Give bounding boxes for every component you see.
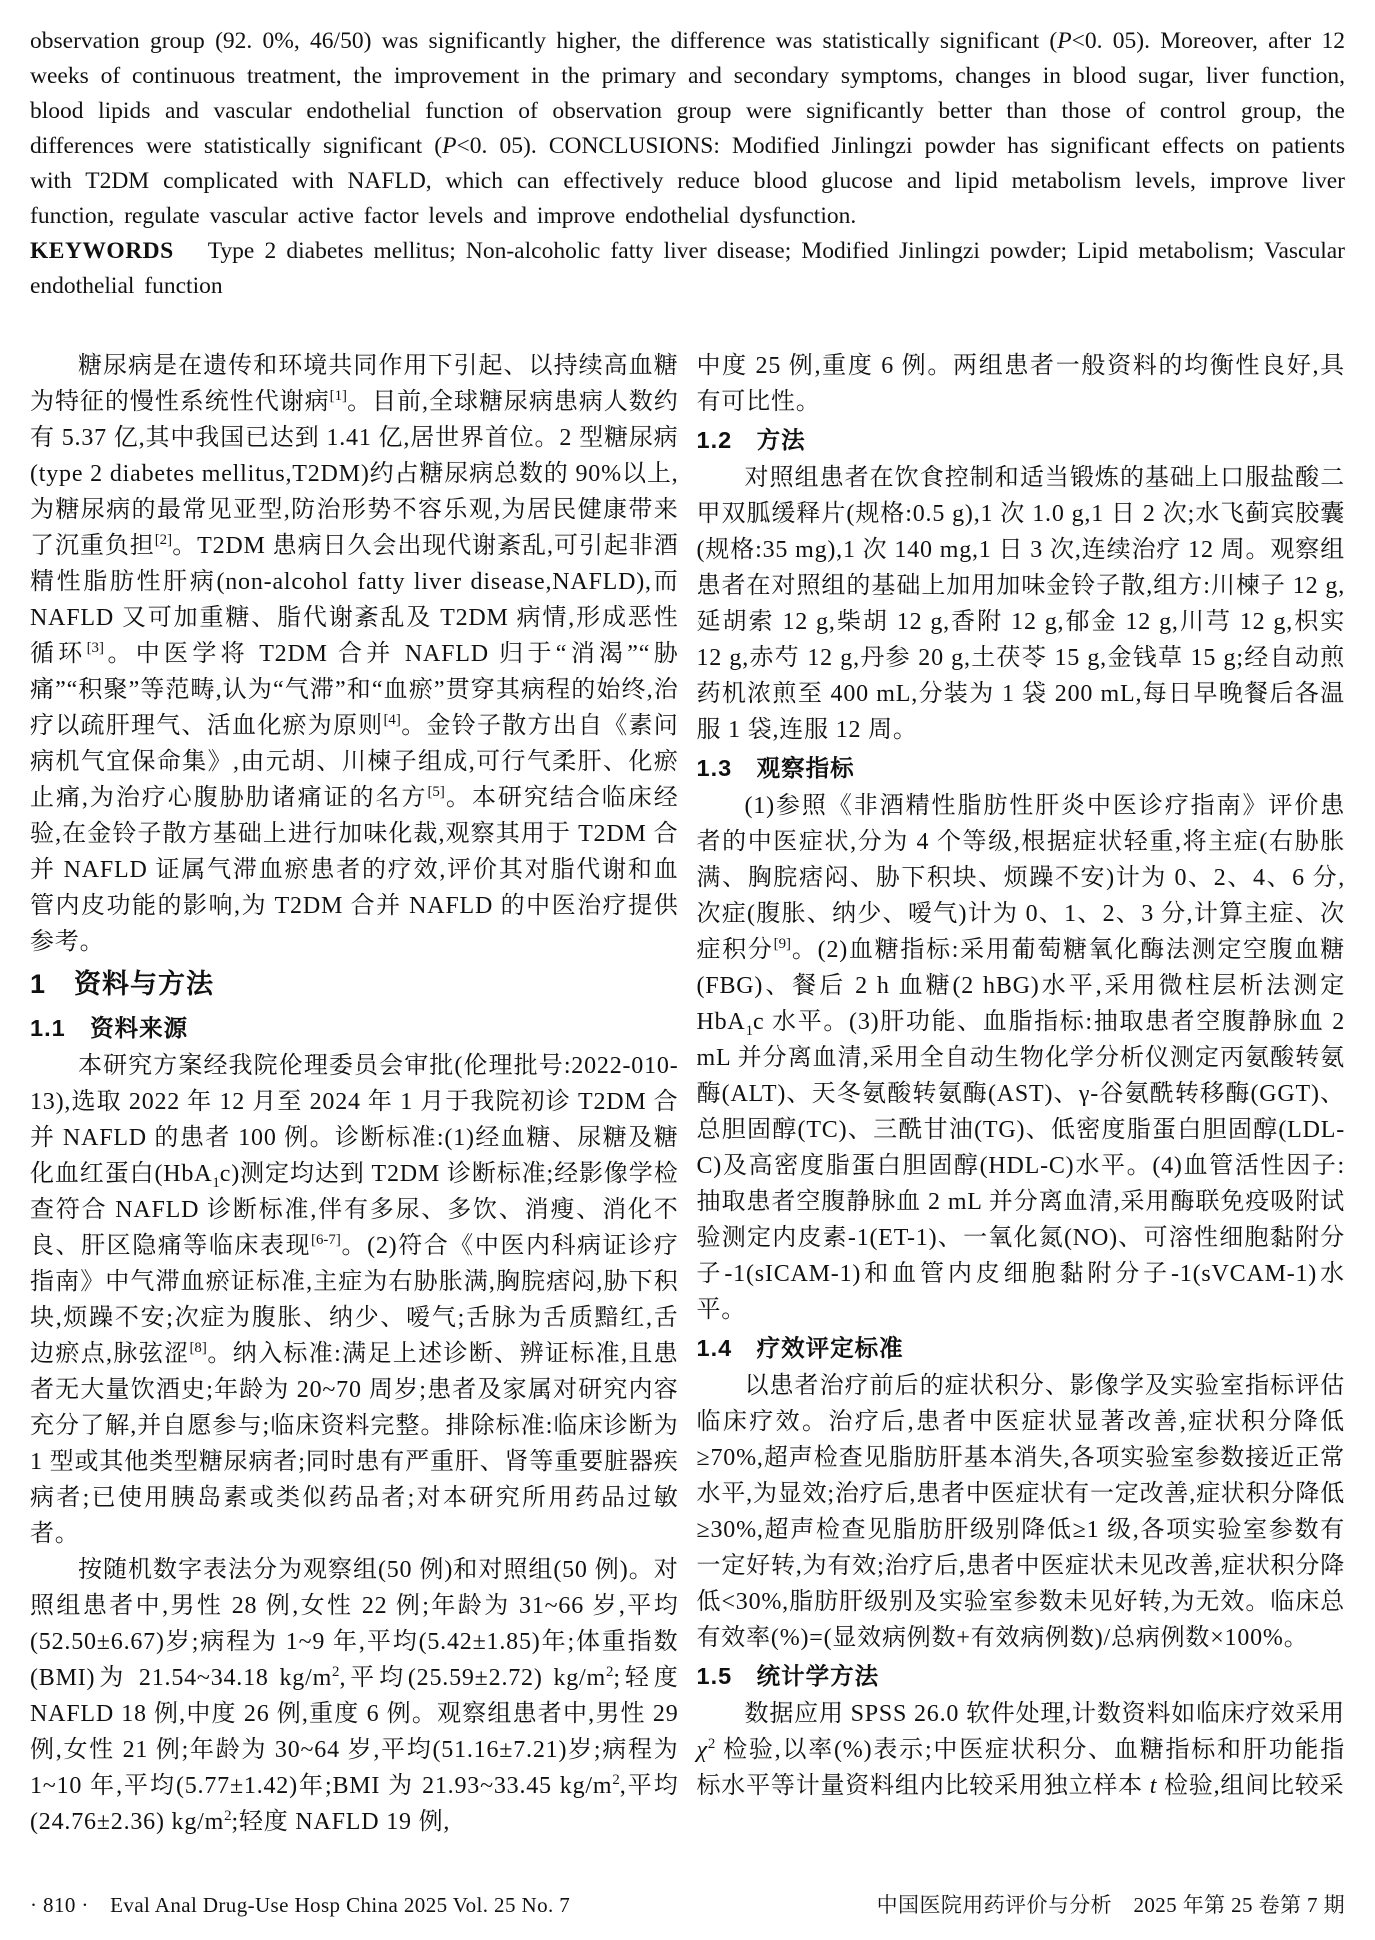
keywords-text: Type 2 diabetes mellitus; Non-alcoholic fatty liver disease; Modified Jinlingzi powder; Lipid metabolism; Vascular endothelial function — [30, 238, 1345, 299]
english-abstract-section — [30, 24, 1345, 304]
keywords-paragraph — [30, 234, 1345, 304]
section-1-1-heading: 1.1 资料来源 — [30, 1015, 189, 1041]
footer-journal-info-cn: 中国医院用药评价与分析 2025 年第 25 卷第 7 期 — [876, 1893, 1345, 1917]
section-1-4-heading: 1.4 疗效评定标准 — [696, 1335, 904, 1361]
keywords-label: KEYWORDS — [30, 238, 174, 264]
footer-journal-info-en: · 810 · Eval Anal Drug-Use Hosp China 2025 Vol. 25 No. 7 — [30, 1893, 571, 1917]
left-column — [30, 348, 679, 1840]
section-1-heading: 1 资料与方法 — [30, 969, 215, 999]
method-paragraph: 对照组患者在饮食控制和适当锻炼的基础上口服盐酸二甲双胍缓释片(规格:0.5 g),1 次 1.0 g,1 日 2 次;水飞蓟宾胶囊(规格:35 mg),1 次 140 mg,1 日 3 次,连续治疗 12 周。观察组患者在对照组的基础上加用加味金铃子散,组方:川楝子 12 g,延胡索 12 g,柴胡 12 g,香附 12 g,郁金 12 g,川芎 12 g,枳实 12 g,赤芍 12 g,丹参 20 g,土茯苓 15 g,金钱草 15 g;经自动煎药机浓煎至 400 mL,分装为 1 袋 200 mL,每日早晚餐后各温服 1 袋,连服 12 周。 — [696, 465, 1345, 743]
data-source-paragraph: 本研究方案经我院伦理委员会审批(伦理批号:2022-010-13),选取 2022 年 12 月至 2024 年 1 月于我院初诊 T2DM 合并 NAFLD 的患者 100 例。诊断标准:(1)经血糖、尿糖及糖化血红蛋白(HbA$_1$c)测定均达到 T2DM 诊断标准;经影像学检查符合 NAFLD 诊断标准,伴有多尿、多饮、消瘦、消化不良、肝区隐痛等临床表现[6-7]。(2)符合《中医内科病证诊疗指南》中气滞血瘀证标准,主症为右胁胀满,胸脘痞闷,胁下积块,烦躁不安;次症为腹胀、纳少、嗳气;舌脉为舌质黯红,舌边瘀点,脉弦涩[8]。纳入标准:满足上述诊断、辨证标准,且患者无大量饮酒史;年龄为 20~70 周岁;患者及家属对研究内容充分了解,并自愿参与;临床资料完整。排除标准:临床诊断为 1 型或其他类型糖尿病者;同时患有严重肝、肾等重要脏器疾病者;已使用胰岛素或类似药品者;对本研究所用药品过敏者。 — [30, 1053, 679, 1547]
right-column — [697, 348, 1346, 1840]
intro-paragraph: 糖尿病是在遗传和环境共同作用下引起、以持续高血糖为特征的慢性系统性代谢病[1]。目前,全球糖尿病患病人数约有 5.37 亿,其中我国已达到 1.41 亿,居世界首位。2 型糖尿病(type 2 diabetes mellitus,T2DM)约占糖尿病总数的 90%以上,为糖尿病的最常见亚型,防治形势不容乐观,为居民健康带来了沉重负担[2]。T2DM 患病日久会出现代谢紊乱,可引起非酒精性脂肪性肝病(non-alcohol fatty liver disease,NAFLD),而 NAFLD 又可加重糖、脂代谢紊乱及 T2DM 病情,形成恶性循环[3]。中医学将 T2DM 合并 NAFLD 归于“消渴”“胁痛”“积聚”等范畴,认为“气滞”和“血瘀”贯穿其病程的始终,治疗以疏肝理气、活血化瘀为原则[4]。金铃子散方出自《素问病机气宜保命集》,由元胡、川楝子组成,可行气柔肝、化瘀止痛,为治疗心腹胁肋诸痛证的名方[5]。本研究结合临床经验,在金铃子散方基础上进行加味化裁,观察其用于 T2DM 合并 NAFLD 证属气滞血瘀患者的疗效,评价其对脂代谢和血管内皮功能的影响,为 T2DM 合并 NAFLD 的中医治疗提供参考。 — [30, 353, 679, 955]
observation-indicators-paragraph: (1)参照《非酒精性脂肪性肝炎中医诊疗指南》评价患者的中医症状,分为 4 个等级,根据症状轻重,将主症(右胁胀满、胸脘痞闷、胁下积块、烦躁不安)计为 0、2、4、6 分,次症(腹胀、纳少、嗳气)计为 0、1、2、3 分,计算主症、次症积分[9]。(2)血糖指标:采用葡萄糖氧化酶法测定空腹血糖(FBG)、餐后 2 h 血糖(2 hBG)水平,采用微柱层析法测定 HbA$_1$c 水平。(3)肝功能、血脂指标:抽取患者空腹静脉血 2 mL 并分离血清,采用全自动生物化学分析仪测定丙氨酸转氨酶(ALT)、天冬氨酸转氨酶(AST)、γ-谷氨酰转移酶(GGT)、总胆固醇(TC)、三酰甘油(TG)、低密度脂蛋白胆固醇(LDL-C)及高密度脂蛋白胆固醇(HDL-C)水平。(4)血管活性因子:抽取患者空腹静脉血 2 mL 并分离血清,采用酶联免疫吸附试验测定内皮素-1(ET-1)、一氧化氮(NO)、可溶性细胞黏附分子-1(sICAM-1)和血管内皮细胞黏附分子-1(sVCAM-1)水平。 — [696, 793, 1345, 1323]
statistics-paragraph: 数据应用 SPSS 26.0 软件处理,计数资料如临床疗效采用$\chi^2$ 检验,以率(%)表示;中医症状积分、血糖指标和肝功能指标水平等计量资料组内比较采用独立样本 t 检验,组间比较采 — [696, 1701, 1345, 1799]
section-1-3-heading: 1.3 观察指标 — [696, 755, 855, 781]
grouping-paragraph: 按随机数字表法分为观察组(50 例)和对照组(50 例)。对照组患者中,男性 28 例,女性 22 例;年龄为 31~66 岁,平均(52.50±6.67)岁;病程为 1~9 年,平均(5.42±1.85)年;体重指数(BMI)为 21.54~34.18 $kg/m^2$,平均(25.59±2.72) $kg/m^2$;轻度 NAFLD 18 例,中度 26 例,重度 6 例。观察组患者中,男性 29 例,女性 21 例;年龄为 30~64 岁,平均(51.16±7.21)岁;病程为 1~10 年,平均(5.77±1.42)年;BMI 为 21.93~33.45 $kg/m^2$,平均(24.76±2.36) $kg/m^2$;轻度 NAFLD 19 例, — [30, 1557, 679, 1835]
section-1-2-heading: 1.2 方法 — [696, 427, 806, 453]
abstract-continuation-text: observation group (92. 0%, 46/50) was significantly higher, the difference was statistically significant (P<0. 05). Moreover, after 12 weeks of continuous treatment, the improvement in the primary and secondary symptoms, changes in blood sugar, liver function, blood lipids and vascular endothelial function of observation group were significantly better than those of control group, the differences were statistically significant (P<0. 05). CONCLUSIONS: Modified Jinlingzi powder has significant effects on patients with T2DM complicated with NAFLD, which can effectively reduce blood glucose and lipid metabolism levels, improve liver function, regulate vascular active factor levels and improve endothelial dysfunction. — [30, 28, 1345, 229]
grouping-continued-paragraph: 中度 25 例,重度 6 例。两组患者一般资料的均衡性良好,具有可比性。 — [696, 353, 1345, 415]
two-column-body — [30, 348, 1345, 1840]
page-footer — [30, 1892, 1345, 1918]
efficacy-criteria-paragraph: 以患者治疗前后的症状积分、影像学及实验室指标评估临床疗效。治疗后,患者中医症状显著改善,症状积分降低≥70%,超声检查见脂肪肝基本消失,各项实验室参数接近正常水平,为显效;治疗后,患者中医症状有一定改善,症状积分降低≥30%,超声检查见脂肪肝级别降低≥1 级,各项实验室参数有一定好转,为有效;治疗后,患者中医症状未见改善,症状积分降低<30%,脂肪肝级别及实验室参数未见好转,为无效。临床总有效率(%)=(显效病例数+有效病例数)/总病例数×100%。 — [696, 1373, 1345, 1651]
section-1-5-heading: 1.5 统计学方法 — [696, 1663, 880, 1689]
